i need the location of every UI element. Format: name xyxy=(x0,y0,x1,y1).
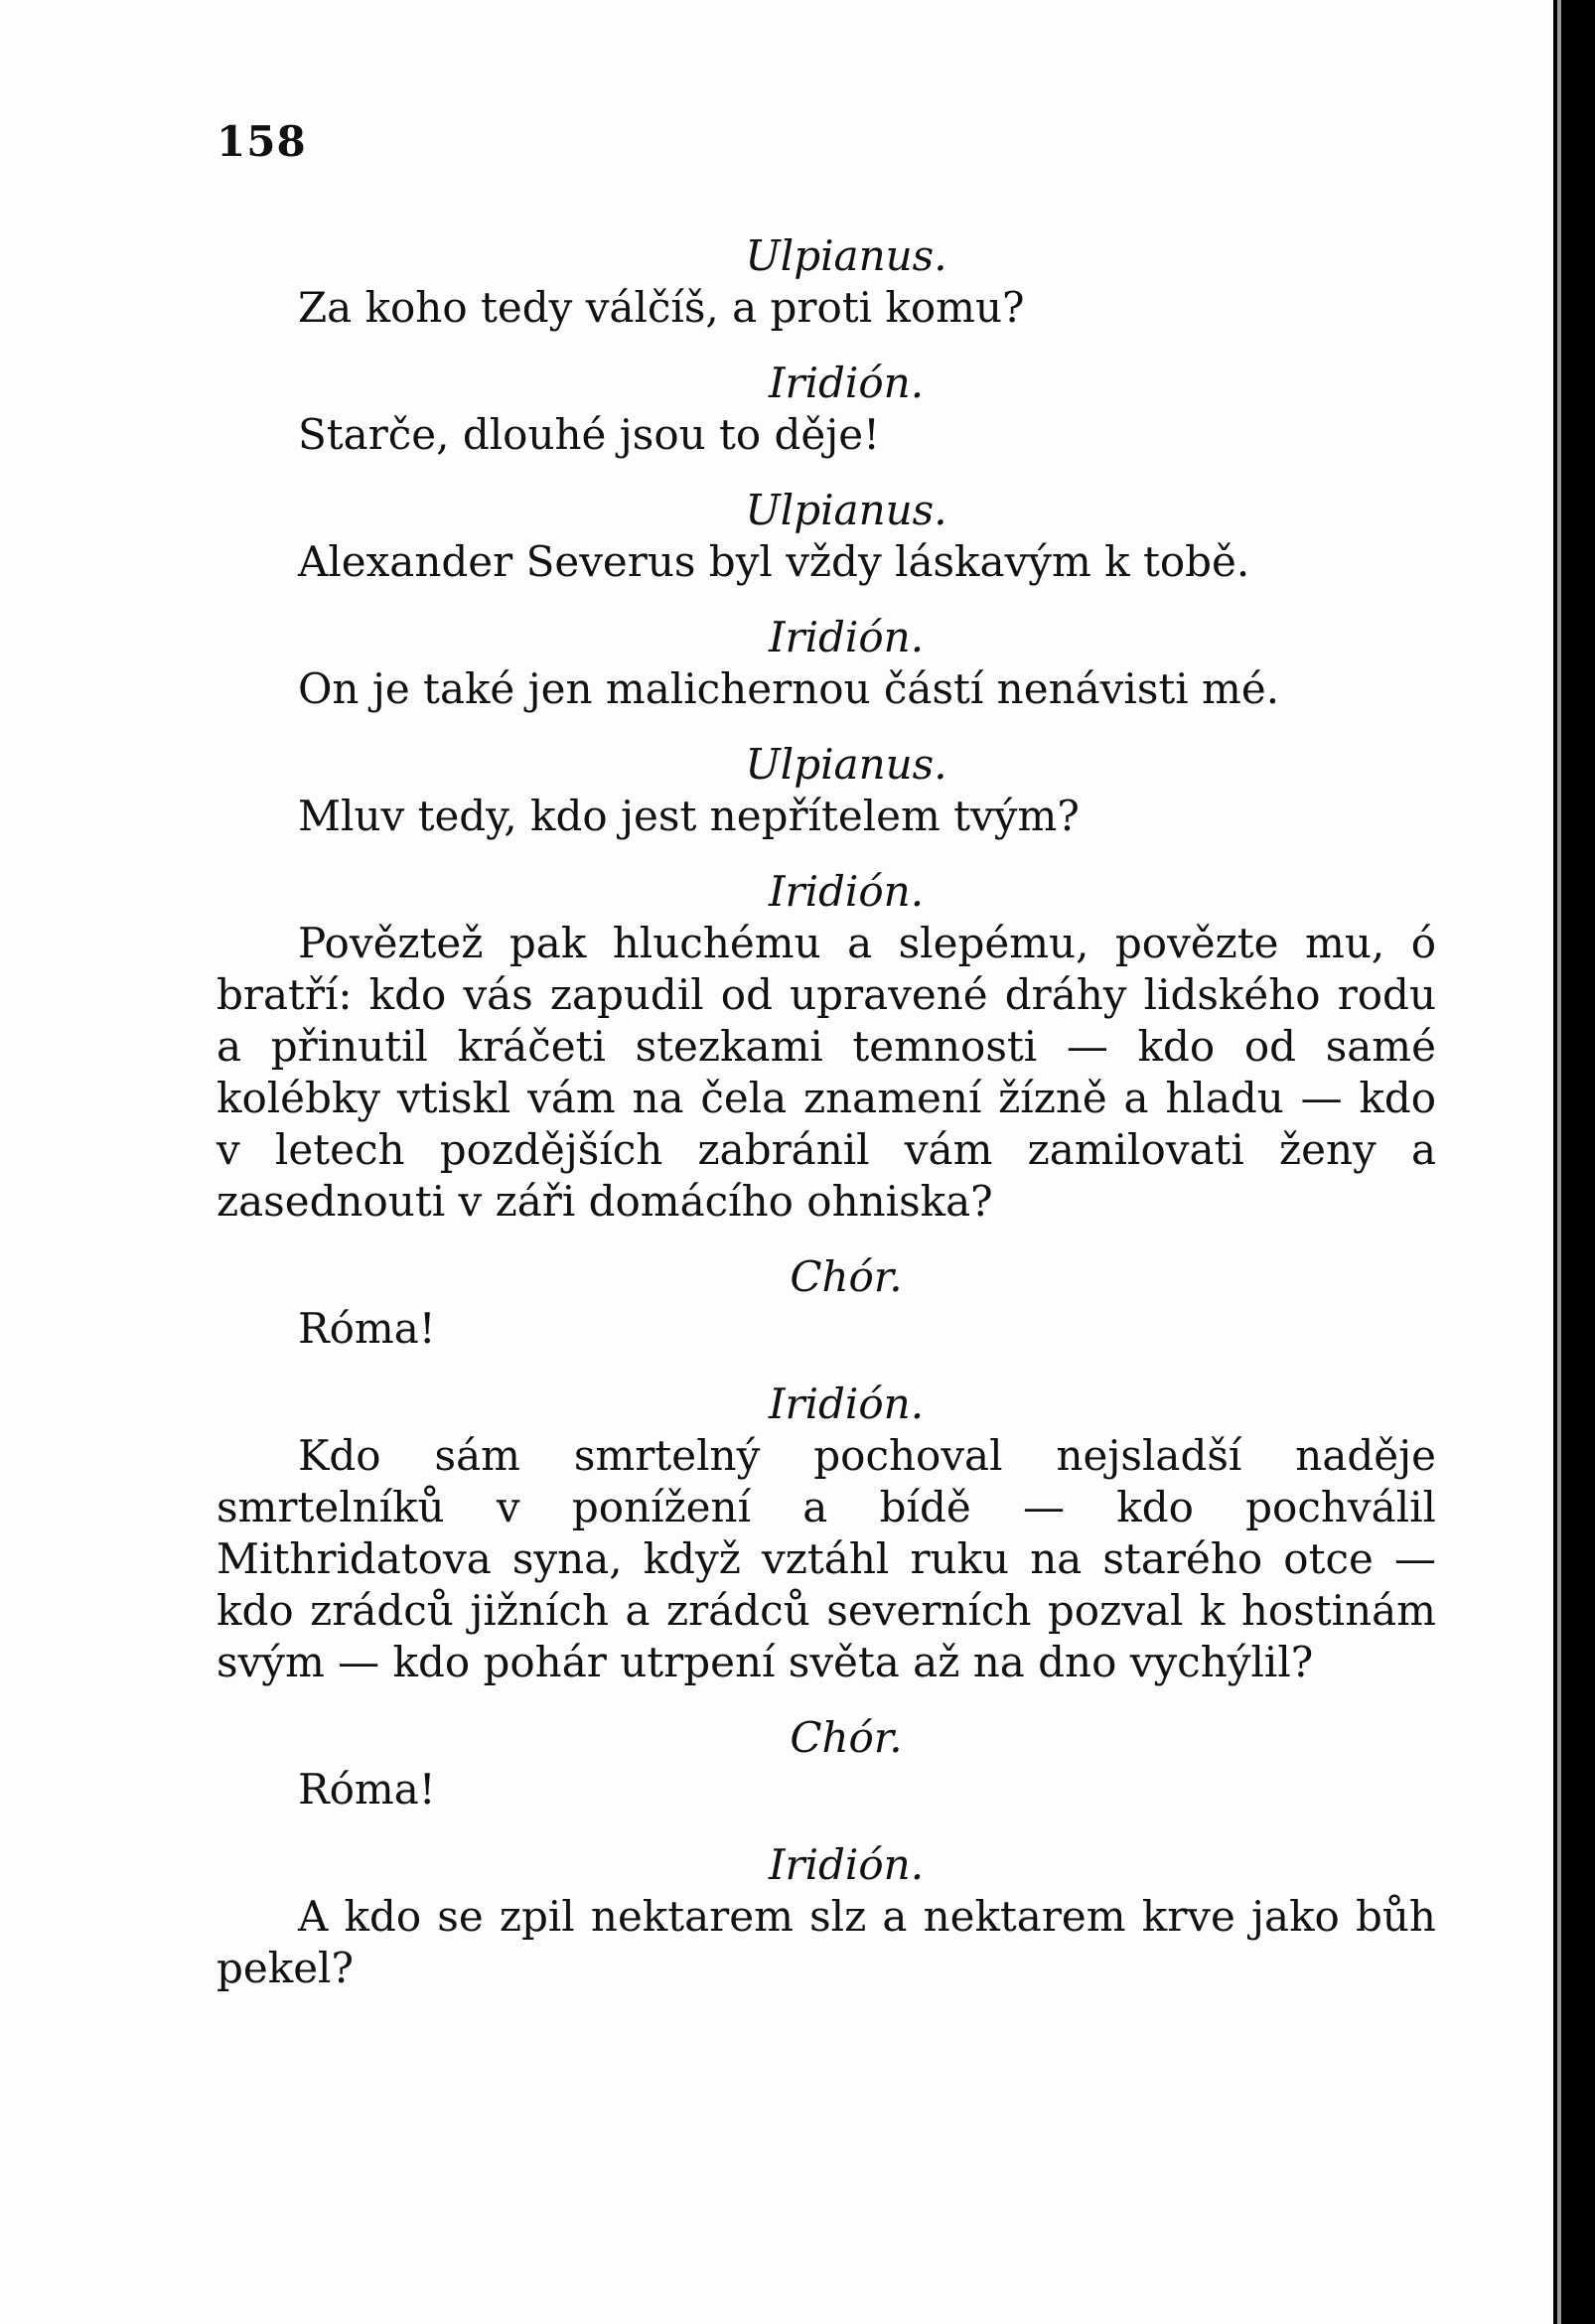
speech-paragraph: A kdo se zpil nektarem slz a nektarem krve jako bůh pekel? xyxy=(217,1892,1436,1992)
speaker-name: Ulpianus. xyxy=(745,231,947,280)
speaker-name: Ulpianus. xyxy=(745,740,947,789)
dialogue-text xyxy=(217,230,1436,2018)
speaker-name: Iridión. xyxy=(768,1380,925,1428)
speech-line: Mluv tedy, kdo jest nepřítelem tvým? xyxy=(298,792,1080,840)
speaker-name: Chór. xyxy=(790,1713,903,1762)
speech-line: On je také jen malichernou částí nenávisti mé. xyxy=(298,664,1280,713)
speaker-name: Iridión. xyxy=(768,1840,925,1889)
speech-line: Starče, dlouhé jsou to děje! xyxy=(298,410,881,459)
speech-line: Alexander Severus byl vždy láskavým k tobě. xyxy=(298,537,1250,586)
chorus-line: Róma! xyxy=(298,1304,436,1353)
speaker-name: Iridión. xyxy=(768,613,925,661)
speech-line: Za koho tedy válčíš, a proti komu? xyxy=(298,283,1025,332)
speech-paragraph: Pověztež pak hluchému a slepému, povězte mu, ó bratří: kdo vás zapudil od upravené dráhy lidského rodu a přinutil kráčeti stezkami temnosti — kdo od samé kolébky vtiskl vám na čela znamení žízně a hladu — kdo v letech pozdějších zabránil vám zamilovati ženy a zasednouti v záři domácího ohniska? xyxy=(217,919,1436,1226)
speaker-name: Iridión. xyxy=(768,867,925,916)
page-number: 158 xyxy=(217,117,307,166)
speech-paragraph: Kdo sám smrtelný pochoval nejsladší naděje smrtelníků v ponížení a bídě — kdo pochválil Mithridatova syna, když vztáhl ruku na starého otce — kdo zrádců jižních a zrádců severních pozval k hostinám svým — kdo pohár utrpení světa až na dno vychýlil? xyxy=(217,1431,1436,1686)
chorus-line: Róma! xyxy=(298,1765,436,1814)
page-edge xyxy=(1557,0,1561,2324)
speaker-name: Chór. xyxy=(790,1252,903,1301)
speaker-name: Iridión. xyxy=(768,359,925,407)
speaker-name: Ulpianus. xyxy=(745,486,947,534)
